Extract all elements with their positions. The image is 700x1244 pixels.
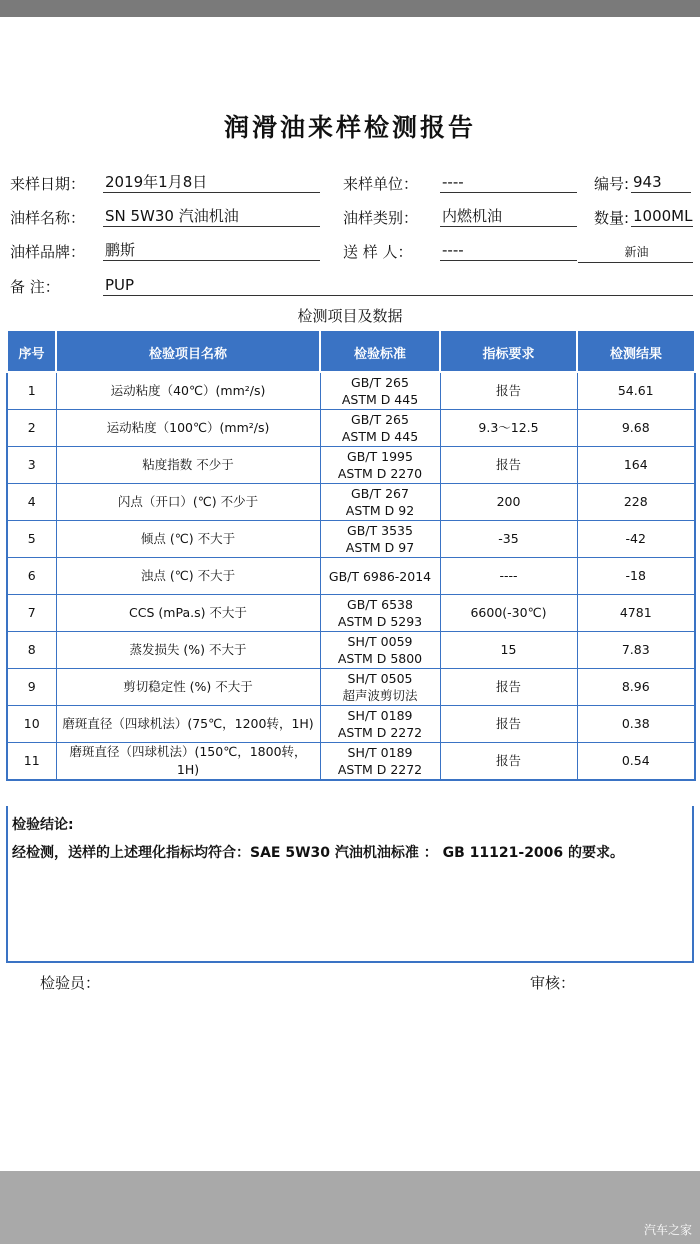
sample-date-value: 2019年1月8日 xyxy=(103,172,320,193)
table-row xyxy=(7,706,695,743)
row-result: 164 xyxy=(577,447,695,484)
row-standard: GB/T 6986-2014 xyxy=(320,558,440,595)
row-item: 倾点 (℃) 不大于 xyxy=(56,521,320,558)
row-no: 6 xyxy=(7,558,56,595)
table-row xyxy=(7,447,695,484)
conclusion-text: 经检测，送样的上述理化指标均符合：SAE 5W30 汽油机油标准 ： GB 11121-2006 的要求。 xyxy=(12,845,625,861)
oil-name-label: 油样名称： xyxy=(10,209,86,227)
header-no: 序号 xyxy=(7,332,56,372)
row-standard xyxy=(320,595,440,632)
row-no: 5 xyxy=(7,521,56,558)
oil-status-value: 新油 xyxy=(578,242,693,263)
row-item: 浊点 (℃) 不大于 xyxy=(56,558,320,595)
row-standard xyxy=(320,484,440,521)
row-requirement: 报告 xyxy=(440,372,577,410)
sender-label: 送 样 人： xyxy=(343,243,413,261)
row-no: 1 xyxy=(7,372,56,410)
brand-label: 油样品牌： xyxy=(10,243,86,261)
standard-line-1: SH/T 0189 xyxy=(347,708,413,723)
brand-value: 鹏斯 xyxy=(103,240,320,261)
standard-line-1: GB/T 265 xyxy=(351,412,409,427)
row-result: 54.61 xyxy=(577,372,695,410)
oil-name-value: SN 5W30 汽油机油 xyxy=(103,206,320,227)
row-no: 10 xyxy=(7,706,56,743)
row-no: 8 xyxy=(7,632,56,669)
row-no: 2 xyxy=(7,410,56,447)
standard-line-2: ASTM D 2272 xyxy=(337,725,423,740)
row-no: 9 xyxy=(7,669,56,706)
row-result: 8.96 xyxy=(577,669,695,706)
row-standard xyxy=(320,372,440,410)
row-requirement: 报告 xyxy=(440,706,577,743)
top-status-bar xyxy=(0,0,700,17)
row-result: 9.68 xyxy=(577,410,695,447)
bottom-bar xyxy=(0,1171,700,1244)
standard-line-1: GB/T 1995 xyxy=(347,449,413,464)
row-item: 蒸发损失 (%) 不大于 xyxy=(56,632,320,669)
standard-line-1: GB/T 3535 xyxy=(347,523,413,538)
row-requirement: 9.3～12.5 xyxy=(440,410,577,447)
watermark: 汽车之家 xyxy=(643,1223,692,1237)
row-requirement: 200 xyxy=(440,484,577,521)
table-row xyxy=(7,743,695,781)
row-requirement: 报告 xyxy=(440,447,577,484)
table-header-row xyxy=(7,332,695,372)
sample-date-label: 来样日期： xyxy=(10,175,86,193)
row-standard xyxy=(320,706,440,743)
standard-line-1: SH/T 0505 xyxy=(347,671,413,686)
report-title: 润滑油来样检测报告 xyxy=(223,113,476,142)
standard-line-2: ASTM D 2272 xyxy=(337,762,423,777)
section-title: 检测项目及数据 xyxy=(297,307,403,325)
standard-line-1: GB/T 267 xyxy=(351,486,409,501)
header-standard: 检验标准 xyxy=(320,332,440,372)
oil-type-label: 油样类别： xyxy=(343,209,419,227)
row-result: 0.54 xyxy=(577,743,695,781)
row-no: 11 xyxy=(7,743,56,781)
row-requirement: 15 xyxy=(440,632,577,669)
row-item: 磨斑直径（四球机法）(75℃，1200转，1H) xyxy=(56,706,320,743)
table-row xyxy=(7,372,695,410)
remark-label: 备 注： xyxy=(10,278,60,296)
row-result: -42 xyxy=(577,521,695,558)
standard-line-2: ASTM D 97 xyxy=(345,540,415,555)
standard-line-2: ASTM D 2270 xyxy=(337,466,423,481)
header-requirement: 指标要求 xyxy=(440,332,577,372)
sample-unit-label: 来样单位： xyxy=(343,175,419,193)
reviewer-label: 审核： xyxy=(530,974,576,992)
standard-line-2: ASTM D 5800 xyxy=(337,651,423,666)
sender-value: ---- xyxy=(440,240,577,261)
row-standard xyxy=(320,410,440,447)
row-result: 0.38 xyxy=(577,706,695,743)
row-no: 4 xyxy=(7,484,56,521)
row-standard xyxy=(320,447,440,484)
quantity-label: 数量: xyxy=(594,209,630,227)
inspection-table xyxy=(6,331,696,781)
quantity-value: 1000ML xyxy=(633,207,693,225)
inspector-label: 检验员： xyxy=(40,974,101,992)
row-standard xyxy=(320,743,440,781)
sample-unit-value: ---- xyxy=(440,172,577,193)
conclusion-box xyxy=(6,806,694,963)
row-no: 3 xyxy=(7,447,56,484)
standard-line-1: SH/T 0059 xyxy=(347,634,413,649)
header-item: 检验项目名称 xyxy=(56,332,320,372)
standard-line-1: GB/T 265 xyxy=(351,375,409,390)
row-result: 228 xyxy=(577,484,695,521)
row-item: 剪切稳定性 (%) 不大于 xyxy=(56,669,320,706)
number-label: 编号: xyxy=(594,175,630,193)
row-standard xyxy=(320,521,440,558)
standard-line-2: ASTM D 5293 xyxy=(337,614,423,629)
table-row xyxy=(7,632,695,669)
table-row xyxy=(7,521,695,558)
row-standard xyxy=(320,632,440,669)
table-row xyxy=(7,669,695,706)
standard-line-2: 超声波剪切法 xyxy=(342,688,418,703)
table-row xyxy=(7,558,695,595)
standard-line-1: SH/T 0189 xyxy=(347,745,413,760)
row-item: 运动粘度（40℃）(mm²/s) xyxy=(56,372,320,410)
number-value: 943 xyxy=(631,172,691,193)
oil-type-value: 内燃机油 xyxy=(440,206,577,227)
standard-line-2: ASTM D 445 xyxy=(341,392,419,407)
row-requirement: 报告 xyxy=(440,669,577,706)
standard-line-1: GB/T 6538 xyxy=(347,597,413,612)
standard-line-2: ASTM D 445 xyxy=(341,429,419,444)
row-standard xyxy=(320,669,440,706)
row-result: -18 xyxy=(577,558,695,595)
row-requirement: 报告 xyxy=(440,743,577,781)
row-requirement: -35 xyxy=(440,521,577,558)
header-result: 检测结果 xyxy=(577,332,695,372)
row-result: 7.83 xyxy=(577,632,695,669)
conclusion-title: 检验结论: xyxy=(12,817,74,833)
row-item: 闪点（开口）(℃) 不少于 xyxy=(56,484,320,521)
row-item: 磨斑直径（四球机法）(150℃，1800转，1H) xyxy=(56,743,320,781)
row-result: 4781 xyxy=(577,595,695,632)
table-row xyxy=(7,595,695,632)
row-item: 粘度指数 不少于 xyxy=(56,447,320,484)
row-no: 7 xyxy=(7,595,56,632)
row-item: 运动粘度（100℃）(mm²/s) xyxy=(56,410,320,447)
row-requirement: ---- xyxy=(440,558,577,595)
table-row xyxy=(7,484,695,521)
row-item: CCS (mPa.s) 不大于 xyxy=(56,595,320,632)
table-row xyxy=(7,410,695,447)
standard-line-2: ASTM D 92 xyxy=(345,503,415,518)
row-requirement: 6600(-30℃) xyxy=(440,595,577,632)
remark-value: PUP xyxy=(103,275,693,296)
